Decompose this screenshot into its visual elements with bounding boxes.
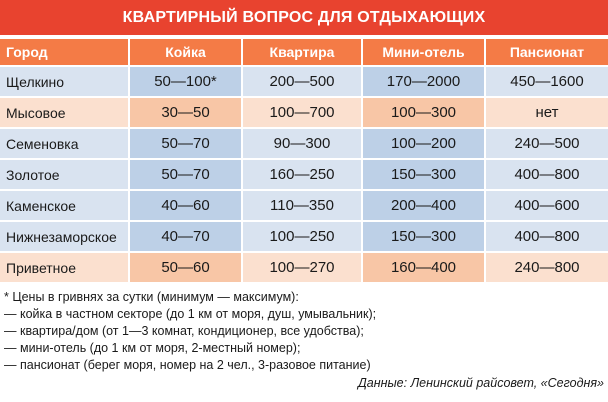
header-row (0, 39, 608, 65)
footnote-line: — мини-отель (до 1 км от моря, 2-местный номер); (4, 341, 301, 355)
cell-mini-hotel: 150—300 (363, 222, 486, 251)
cell-city: Мысовое (0, 98, 130, 127)
cell-boarding-house: 400—800 (486, 222, 608, 251)
header-city: Город (0, 39, 130, 65)
cell-bed: 40—60 (130, 191, 243, 220)
table-row (0, 129, 608, 158)
footnotes (4, 289, 604, 374)
cell-apartment: 160—250 (243, 160, 363, 189)
footnote-line: * Цены в гривнях за сутки (минимум — максимум): (4, 290, 299, 304)
cell-apartment: 110—350 (243, 191, 363, 220)
cell-boarding-house: 240—800 (486, 253, 608, 282)
cell-boarding-house: 400—800 (486, 160, 608, 189)
cell-mini-hotel: 200—400 (363, 191, 486, 220)
source-credit: Данные: Ленинский райсовет, «Сегодня» (357, 376, 604, 390)
price-table (0, 37, 608, 284)
cell-city: Семеновка (0, 129, 130, 158)
cell-boarding-house: нет (486, 98, 608, 127)
cell-city: Золотое (0, 160, 130, 189)
cell-bed: 50—70 (130, 160, 243, 189)
cell-mini-hotel: 160—400 (363, 253, 486, 282)
cell-apartment: 100—270 (243, 253, 363, 282)
table-row (0, 67, 608, 96)
cell-mini-hotel: 100—200 (363, 129, 486, 158)
footnote-line: — пансионат (берег моря, номер на 2 чел., 3-разовое питание) (4, 358, 371, 372)
cell-mini-hotel: 170—2000 (363, 67, 486, 96)
cell-city: Каменское (0, 191, 130, 220)
cell-mini-hotel: 100—300 (363, 98, 486, 127)
table-row (0, 98, 608, 127)
table-title: КВАРТИРНЫЙ ВОПРОС ДЛЯ ОТДЫХАЮЩИХ (0, 0, 608, 35)
footnote-line: — койка в частном секторе (до 1 км от моря, душ, умывальник); (4, 307, 377, 321)
cell-city: Щелкино (0, 67, 130, 96)
cell-boarding-house: 240—500 (486, 129, 608, 158)
header-boarding-house: Пансионат (486, 39, 608, 65)
header-bed: Койка (130, 39, 243, 65)
table-row (0, 222, 608, 251)
cell-apartment: 100—700 (243, 98, 363, 127)
cell-apartment: 90—300 (243, 129, 363, 158)
cell-bed: 40—70 (130, 222, 243, 251)
cell-boarding-house: 400—600 (486, 191, 608, 220)
header-mini-hotel: Мини-отель (363, 39, 486, 65)
cell-city: Приветное (0, 253, 130, 282)
footnote-line: — квартира/дом (от 1—3 комнат, кондиционер, все удобства); (4, 324, 364, 338)
table-row (0, 253, 608, 282)
cell-apartment: 100—250 (243, 222, 363, 251)
cell-bed: 50—100* (130, 67, 243, 96)
cell-boarding-house: 450—1600 (486, 67, 608, 96)
cell-bed: 50—60 (130, 253, 243, 282)
cell-bed: 30—50 (130, 98, 243, 127)
cell-bed: 50—70 (130, 129, 243, 158)
cell-mini-hotel: 150—300 (363, 160, 486, 189)
table-row (0, 191, 608, 220)
table-row (0, 160, 608, 189)
header-apartment: Квартира (243, 39, 363, 65)
cell-apartment: 200—500 (243, 67, 363, 96)
cell-city: Нижнезаморское (0, 222, 130, 251)
